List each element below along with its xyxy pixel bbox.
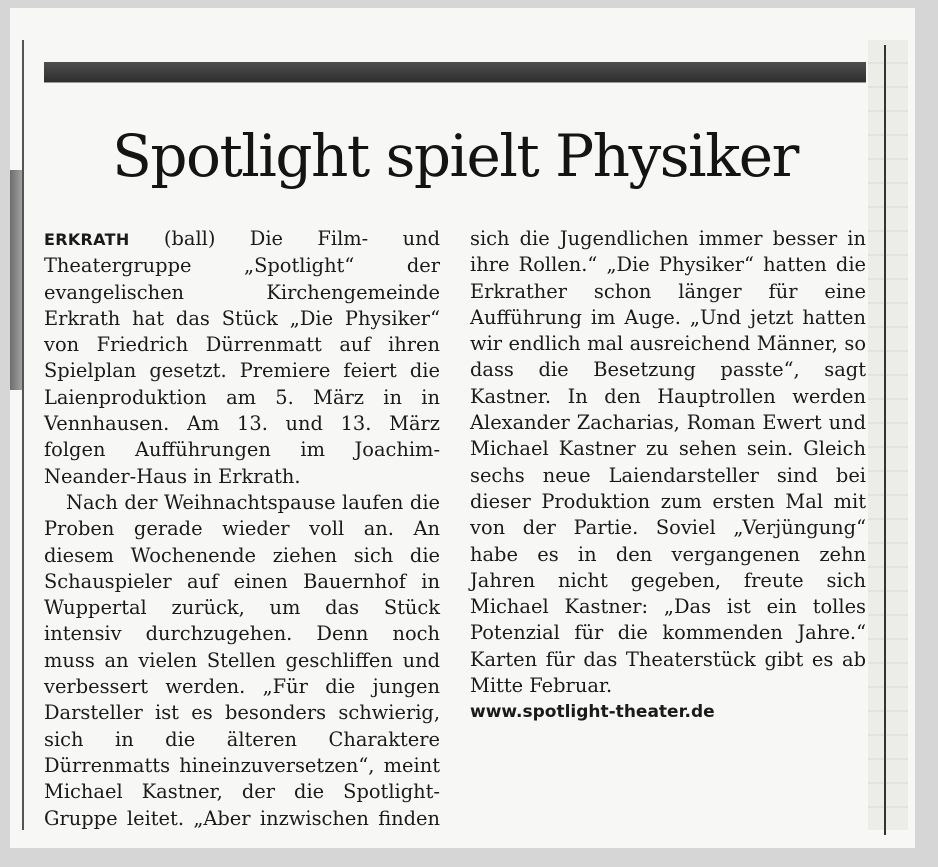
article-body: [44, 226, 866, 832]
header-bar: [44, 62, 866, 82]
right-column-rule: [884, 45, 886, 835]
website-url: www.spotlight-theater.de: [470, 702, 715, 723]
article-headline: Spotlight spielt Physiker: [112, 122, 798, 190]
adjacent-column-bleed: [868, 40, 908, 830]
paragraph-1: [44, 226, 440, 490]
left-column-rule: [22, 40, 24, 830]
dateline: ERKRATH: [44, 230, 130, 249]
paragraph-2: Nach der Weihnachtspause laufen die Proben gerade wieder voll an. An diesem Wochenende ziehen sich die Schauspieler auf einen Bauernhof in Wuppertal zurück, um das Stück intensiv durchzugehen. Denn noch muss an vielen Stellen geschliffen und verbessert werden. „Für die jungen Darsteller ist es besonders schwierig, sich in die älteren Charaktere Dürrenmatts hineinzuversetzen“, meint Michael Kastner, der die Spotlight-Gruppe leitet. „Aber inzwischen finden sich die Jugendlichen immer besser in ihre Rollen.“ „Die Physiker“ hatten die Erkrather schon länger für eine Aufführung im Auge. „Und jetzt hatten wir endlich mal ausreichend Männer, so dass die Besetzung passte“, sagt Kastner. In den Hauptrollen werden Alexander Zacharias, Roman Ewert und Michael Kastner zu sehen sein. Gleich sechs neue Laiendarsteller sind bei dieser Produktion zum ersten Mal mit von der Partie. Soviel „Verjüngung“ habe es in den vergangenen zehn Jahren nicht gegeben, freute sich Michael Kastner: „Das ist ein tolles Potenzial für die kommenden Jahre.“ Karten für das Theaterstück gibt es ab Mitte Februar.: [44, 227, 866, 830]
paragraph-1-text: (ball) Die Film- und Theatergruppe „Spotlight“ der evangelischen Kirchengemeinde Erkrath hat das Stück „Die Physiker“ von Friedrich Dürrenmatt auf ihren Spielplan gesetzt. Premiere feiert die Laienproduktion am 5. März in in Vennhausen. Am 13. und 13. März folgen Aufführungen im Joachim-Neander-Haus in Erkrath.: [44, 227, 440, 488]
